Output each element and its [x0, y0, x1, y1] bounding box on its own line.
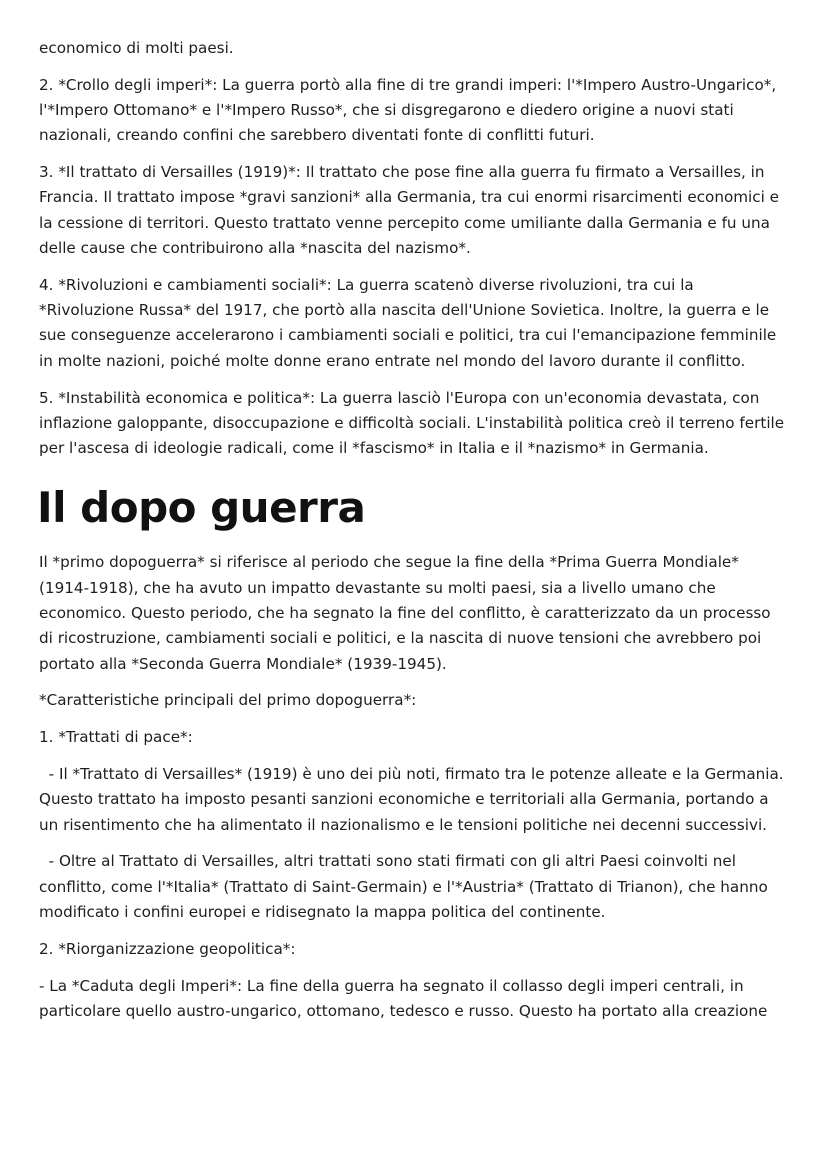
paragraph-caduta-imperi: - La *Caduta degli Imperi*: La fine della guerra ha segnato il collasso degli imperi centrali, in particolare quello austro-ungarico, ottomano, tedesco e russo. Questo ha portato alla creazione	[39, 976, 768, 1020]
paragraph-intro-fragment: economico di molti paesi.	[39, 39, 234, 57]
paragraph-caratteristiche: *Caratteristiche principali del primo dopoguerra*:	[39, 691, 417, 710]
paragraph-crollo-imperi: 2. *Crollo degli imperi*: La guerra portò alla fine di tre grandi imperi: l'*Impero Austro-Ungarico*, l'*Impero Ottomano* e l'*Impero Russo*, che si disgregarono e diedero origine a nuovi stati nazionali, creando confini che sarebbero diventati fonte di conflitti futuri.	[39, 75, 782, 145]
document-page	[39, 36, 789, 1036]
section-heading: Il dopo guerra	[37, 483, 366, 533]
paragraph-primo-dopoguerra: Il *primo dopoguerra* si riferisce al periodo che segue la fine della *Prima Guerra Mondiale* (1914-1918), che ha avuto un impatto devastante su molti paesi, sia a livello umano che economico. Questo periodo, che ha segnato la fine del conflitto, è caratterizzato da un processo di ricostruzione, cambiamenti sociali e politici, e la nascita di nuove tensioni che avrebbero poi portato alla *Seconda Guerra Mondiale* (1939-1945).	[39, 553, 776, 673]
paragraph-instabilita: 5. *Instabilità economica e politica*: La guerra lasciò l'Europa con un'economia devastata, con inflazione galoppante, disoccupazione e difficoltà sociali. L'instabilità politica creò il terreno fertile per l'ascesa di ideologie radicali, come il *fascismo* in Italia e il *nazismo* in Germania.	[39, 388, 789, 458]
paragraph-trattato-versailles-detail: - Il *Trattato di Versailles* (1919) è uno dei più noti, firmato tra le potenze alleate e la Germania. Questo trattato ha imposto pesanti sanzioni economiche e territoriali alla Germania, portando a un risentimento che ha alimentato il nazionalismo e le tensioni politiche nei decenni successivi.	[39, 765, 789, 834]
paragraph-trattati-pace: 1. *Trattati di pace*:	[39, 728, 193, 747]
paragraph-riorganizzazione: 2. *Riorganizzazione geopolitica*:	[39, 939, 296, 958]
paragraph-trattato-versailles: 3. *Il trattato di Versailles (1919)*: Il trattato che pose fine alla guerra fu firmato a Versailles, in Francia. Il trattato impose *gravi sanzioni* alla Germania, tra cui enormi risarcimenti economici e la cessione di territori. Questo trattato venne percepito come umiliante dalla Germania e fu una delle cause che contribuirono alla *nascita del nazismo*.	[39, 163, 784, 258]
paragraph-rivoluzioni: 4. *Rivoluzioni e cambiamenti sociali*: La guerra scatenò diverse rivoluzioni, tra cui la *Rivoluzione Russa* del 1917, che portò alla nascita dell'Unione Sovietica. Inoltre, la guerra e le sue conseguenze accelerarono i cambiamenti sociali e politici, tra cui l'emancipazione femminile in molte nazioni, poiché molte donne erano entrate nel mondo del lavoro durante il conflitto.	[39, 275, 782, 370]
paragraph-altri-trattati: - Oltre al Trattato di Versailles, altri trattati sono stati firmati con gli altri Paesi coinvolti nel conflitto, come l'*Italia* (Trattato di Saint-Germain) e l'*Austria* (Trattato di Trianon), che hanno modificato i confini europei e ridisegnato la mappa politica del continente.	[39, 852, 773, 922]
